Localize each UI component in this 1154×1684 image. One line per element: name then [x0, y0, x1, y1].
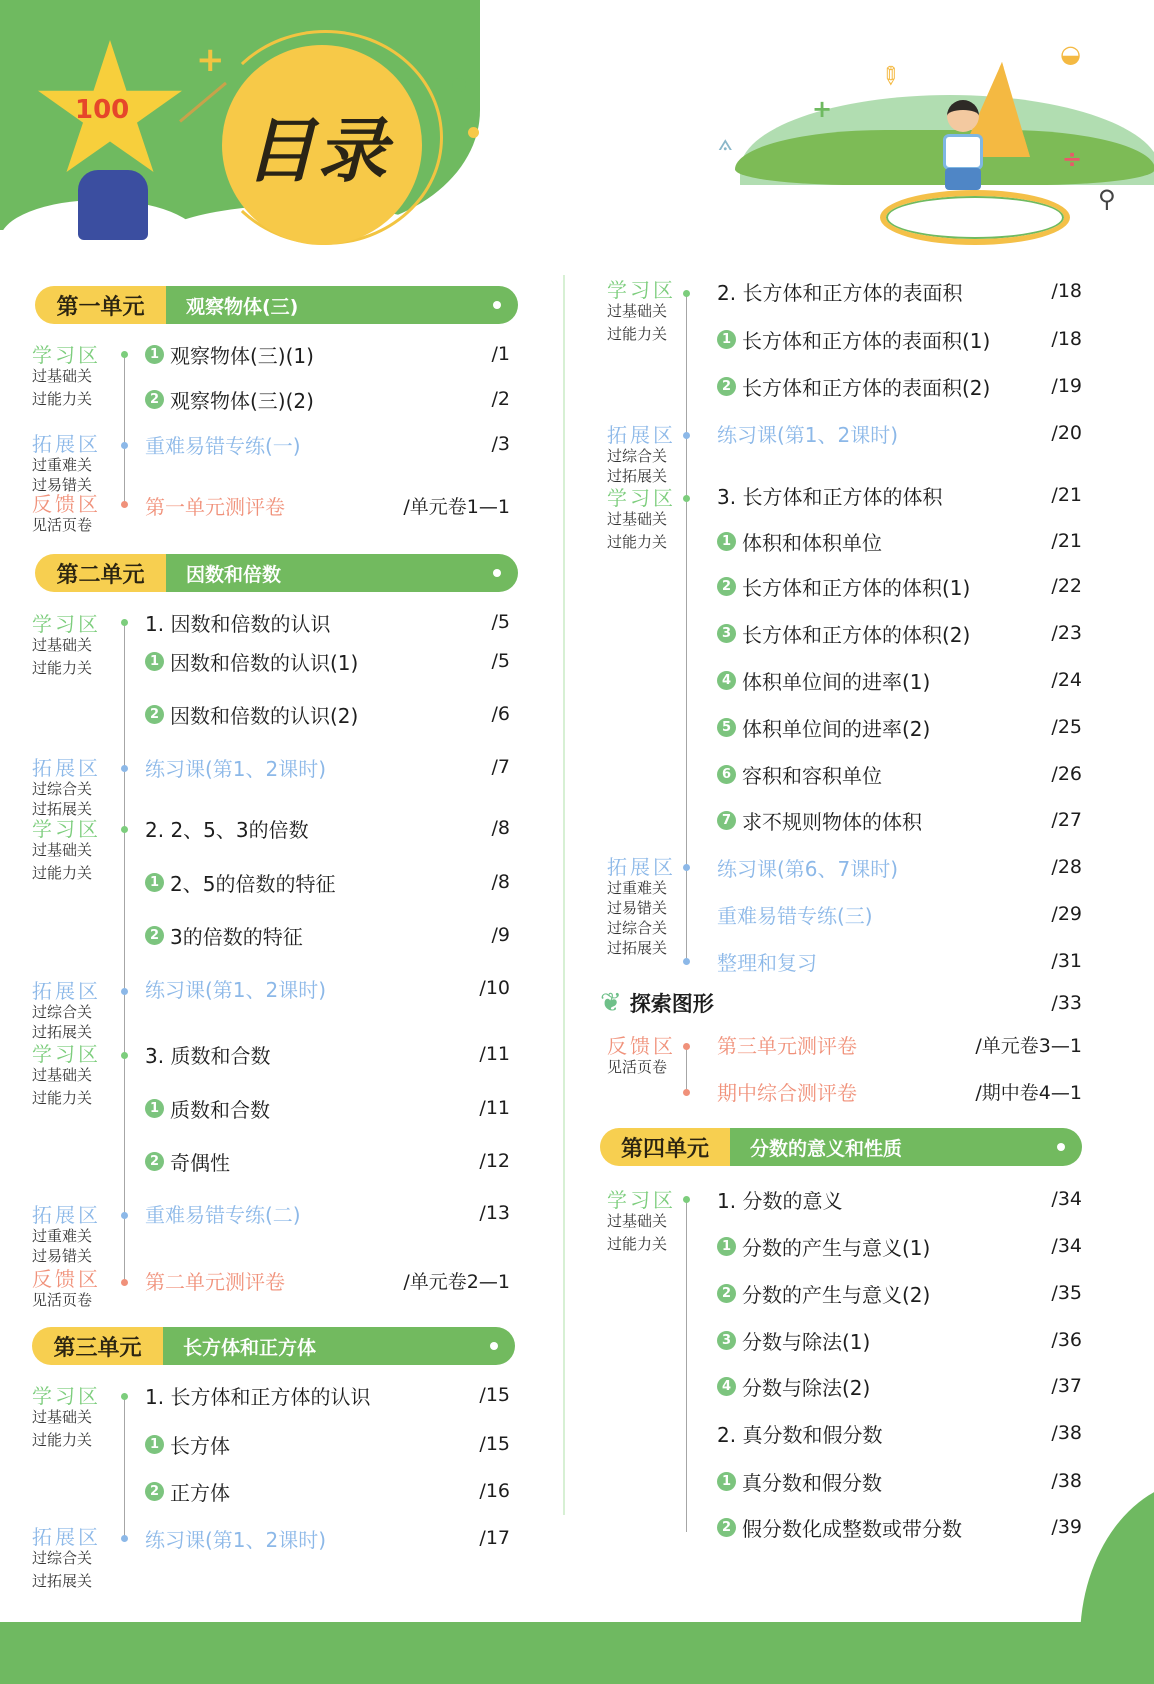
toc-entry[interactable]: 4 分数与除法(2) [717, 1372, 870, 1400]
lesson-number-badge: 2 [717, 1284, 736, 1303]
lesson-number-badge: 1 [717, 330, 736, 349]
page-number: /26 [1051, 763, 1082, 785]
page-number: /34 [1051, 1235, 1082, 1257]
footer-green-band [0, 1622, 1154, 1684]
toc-entry[interactable]: 2 假分数化成整数或带分数 [717, 1513, 962, 1541]
page-number: /27 [1051, 809, 1082, 831]
toc-entry[interactable]: 练习课(第6、7课时) [717, 856, 899, 881]
toc-entry[interactable]: 重难易错专练(一) [145, 433, 301, 458]
zone-study: 学习区 过基础关 过能力关 [607, 486, 676, 551]
timeline-dot [683, 1043, 690, 1050]
timeline-dot [121, 1535, 128, 1542]
lesson-number-badge: 6 [717, 765, 736, 784]
page-number: /5 [491, 611, 510, 633]
toc-entry[interactable]: 2 因数和倍数的认识(2) [145, 700, 358, 728]
dot-decoration [452, 78, 466, 92]
lesson-number-badge: 5 [717, 718, 736, 737]
toc-entry[interactable]: 2 正方体 [145, 1477, 230, 1505]
page-number: /21 [1051, 530, 1082, 552]
page-number: /23 [1051, 622, 1082, 644]
unit-header-1[interactable] [35, 286, 518, 324]
page-number: /21 [1051, 484, 1082, 506]
page-number: /17 [479, 1527, 510, 1549]
pencil-icon: ✎ [873, 58, 908, 94]
sprout-icon: ❦ [600, 988, 622, 1018]
column-divider [563, 275, 565, 1515]
timeline [686, 1047, 687, 1093]
lesson-number-badge: 2 [717, 577, 736, 596]
zone-study: 学习区 过基础关 过能力关 [32, 612, 101, 677]
page-number: /9 [491, 924, 510, 946]
toc-entry[interactable]: 3. 长方体和正方体的体积 [717, 484, 943, 509]
toc-entry[interactable]: 2. 真分数和假分数 [717, 1422, 883, 1447]
page-number: /5 [491, 650, 510, 672]
page-number: /29 [1051, 903, 1082, 925]
unit-title: 观察物体(三) [166, 286, 518, 324]
page-number: /36 [1051, 1329, 1082, 1351]
toc-entry[interactable]: 1 长方体和正方体的表面积(1) [717, 325, 990, 353]
zone-study: 学习区 过基础关 过能力关 [32, 817, 101, 882]
protractor-icon: ◒ [1060, 40, 1081, 68]
toc-entry[interactable]: 1. 因数和倍数的认识 [145, 611, 331, 636]
dot-icon [1057, 1143, 1065, 1151]
toc-entry[interactable]: 1 分数的产生与意义(1) [717, 1232, 930, 1260]
zone-study: 学习区 过基础关 过能力关 [607, 278, 676, 343]
mascot-body [78, 170, 148, 240]
unit-number: 第一单元 [35, 286, 166, 324]
toc-entry[interactable]: 练习课(第1、2课时) [717, 422, 899, 447]
unit-header-4[interactable] [600, 1128, 1082, 1166]
timeline-dot [683, 958, 690, 965]
page-title: 目录 [245, 110, 389, 192]
page-number: /8 [491, 817, 510, 839]
toc-entry[interactable]: 重难易错专练(二) [145, 1202, 301, 1227]
compass-icon: ⟑ [718, 128, 733, 156]
lesson-number-badge: 4 [717, 671, 736, 690]
plus-icon: + [196, 40, 225, 80]
timeline [124, 622, 125, 1282]
timeline [686, 292, 687, 962]
toc-entry[interactable]: 练习课(第1、2课时) [145, 1527, 327, 1552]
zone-extend: 拓展区 过综合关 过拓展关 [32, 979, 101, 1041]
page-number: /24 [1051, 669, 1082, 691]
toc-entry[interactable]: 2. 2、5、3的倍数 [145, 817, 309, 842]
page-number: /38 [1051, 1422, 1082, 1444]
unit-title: 分数的意义和性质 [730, 1128, 1082, 1166]
timeline-dot [121, 1212, 128, 1219]
unit-header-3[interactable] [32, 1327, 515, 1365]
dot-decoration [468, 127, 479, 138]
zone-feedback: 反馈区 见活页卷 [32, 492, 101, 534]
lesson-number-badge: 2 [145, 926, 164, 945]
page-number: /13 [479, 1202, 510, 1224]
toc-entry[interactable]: 1 真分数和假分数 [717, 1467, 882, 1495]
page-number: /16 [479, 1480, 510, 1502]
page-number: /18 [1051, 328, 1082, 350]
toc-entry[interactable]: 3 长方体和正方体的体积(2) [717, 619, 970, 647]
page-number: /8 [491, 871, 510, 893]
dot-icon [493, 569, 501, 577]
magnifier-icon: ⚲ [1098, 185, 1116, 213]
toc-entry[interactable]: 3. 质数和合数 [145, 1043, 271, 1068]
toc-entry[interactable]: 2 分数的产生与意义(2) [717, 1279, 930, 1307]
lesson-number-badge: 3 [717, 624, 736, 643]
toc-entry[interactable]: 2 长方体和正方体的表面积(2) [717, 372, 990, 400]
unit-number: 第二单元 [35, 554, 166, 592]
timeline-dot [121, 442, 128, 449]
lesson-number-badge: 7 [717, 811, 736, 830]
toc-entry[interactable]: 6 容积和容积单位 [717, 760, 882, 788]
page-number: /1 [491, 343, 510, 365]
page-number: /2 [491, 388, 510, 410]
timeline [124, 1396, 125, 1538]
page-number: /38 [1051, 1470, 1082, 1492]
page-number: /33 [1051, 992, 1082, 1014]
timeline-dot [683, 1196, 690, 1203]
lesson-number-badge: 1 [145, 1435, 164, 1454]
page-number: /单元卷2—1 [403, 1270, 510, 1293]
timeline-dot [121, 988, 128, 995]
lesson-number-badge: 2 [145, 1152, 164, 1171]
toc-entry[interactable]: 1 因数和倍数的认识(1) [145, 647, 358, 675]
unit-title: 长方体和正方体 [163, 1327, 515, 1365]
timeline-dot [683, 290, 690, 297]
page-number: /15 [479, 1384, 510, 1406]
toc-entry[interactable]: 2 长方体和正方体的体积(1) [717, 572, 970, 600]
toc-entry[interactable]: 2 3的倍数的特征 [145, 921, 303, 949]
page-number: /25 [1051, 716, 1082, 738]
toc-entry[interactable]: 5 体积单位间的进率(2) [717, 713, 930, 741]
timeline-dot [121, 826, 128, 833]
lesson-number-badge: 4 [717, 1377, 736, 1396]
toc-entry[interactable]: 1 质数和合数 [145, 1094, 270, 1122]
zone-extend: 拓展区 过综合关 过拓展关 [32, 1525, 101, 1590]
page-number: /单元卷3—1 [975, 1034, 1082, 1057]
page-number: /19 [1051, 375, 1082, 397]
lesson-number-badge: 2 [145, 1482, 164, 1501]
toc-entry[interactable]: 2 观察物体(三)(2) [145, 385, 314, 413]
timeline [124, 354, 125, 504]
zone-study: 学习区 过基础关 过能力关 [32, 343, 101, 408]
lesson-number-badge: 1 [717, 1237, 736, 1256]
page-number: /6 [491, 703, 510, 725]
toc-entry[interactable]: 1. 分数的意义 [717, 1188, 843, 1213]
zone-extend: 拓展区 过重难关 过易错关 [32, 432, 101, 494]
timeline-dot [121, 619, 128, 626]
toc-entry[interactable]: 1 观察物体(三)(1) [145, 340, 314, 368]
page-number: /28 [1051, 856, 1082, 878]
page-number: /10 [479, 977, 510, 999]
toc-entry[interactable]: 第三单元测评卷 [717, 1033, 857, 1058]
toc-entry[interactable]: 3 分数与除法(1) [717, 1326, 870, 1354]
toc-entry[interactable]: 1 长方体 [145, 1430, 230, 1458]
timeline-dot [121, 351, 128, 358]
zone-extend: 拓展区 过重难关 过易错关 [32, 1203, 101, 1265]
page-number: /22 [1051, 575, 1082, 597]
timeline-dot [121, 1279, 128, 1286]
toc-entry[interactable]: 2. 长方体和正方体的表面积 [717, 280, 963, 305]
unit-title: 因数和倍数 [166, 554, 518, 592]
timeline-dot [683, 1089, 690, 1096]
timeline-dot [683, 495, 690, 502]
toc-entry[interactable]: 第一单元测评卷 [145, 494, 285, 519]
toc-entry[interactable]: 1. 长方体和正方体的认识 [145, 1384, 371, 1409]
lesson-number-badge: 1 [145, 873, 164, 892]
lesson-number-badge: 1 [145, 1099, 164, 1118]
page-number: /3 [491, 433, 510, 455]
zone-study: 学习区 过基础关 过能力关 [32, 1042, 101, 1107]
page-number: /20 [1051, 422, 1082, 444]
lesson-number-badge: 1 [717, 1472, 736, 1491]
lesson-number-badge: 3 [717, 1331, 736, 1350]
toc-entry[interactable]: 练习课(第1、2课时) [145, 977, 327, 1002]
toc-entry[interactable]: 期中综合测评卷 [717, 1080, 857, 1105]
unit-number: 第三单元 [32, 1327, 163, 1365]
page-number: /11 [479, 1043, 510, 1065]
timeline-dot [683, 432, 690, 439]
lesson-number-badge: 2 [717, 1518, 736, 1537]
lesson-number-badge: 2 [717, 377, 736, 396]
page-number: /39 [1051, 1516, 1082, 1538]
page-number: /11 [479, 1097, 510, 1119]
page-number: /31 [1051, 950, 1082, 972]
mascot-badge: 100 [75, 95, 130, 125]
page-number: /37 [1051, 1375, 1082, 1397]
toc-entry[interactable]: 1 体积和体积单位 [717, 527, 882, 555]
timeline-dot [121, 1052, 128, 1059]
toc-entry[interactable]: 整理和复习 [717, 950, 817, 975]
lesson-number-badge: 2 [145, 390, 164, 409]
zone-study: 学习区 过基础关 过能力关 [607, 1188, 676, 1253]
dot-icon [490, 1342, 498, 1350]
zone-extend: 拓展区 过重难关 过易错关 过综合关 过拓展关 [607, 855, 676, 957]
lesson-number-badge: 1 [145, 345, 164, 364]
lesson-number-badge: 1 [717, 532, 736, 551]
page-number: /12 [479, 1150, 510, 1172]
page-number: /18 [1051, 280, 1082, 302]
toc-entry[interactable]: 7 求不规则物体的体积 [717, 806, 922, 834]
toc-entry[interactable]: 第二单元测评卷 [145, 1269, 285, 1294]
zone-feedback: 反馈区 见活页卷 [32, 1267, 101, 1309]
timeline-dot [683, 864, 690, 871]
timeline [686, 1200, 687, 1532]
timeline-dot [121, 501, 128, 508]
page-number: /单元卷1—1 [403, 495, 510, 518]
page-number: /7 [491, 756, 510, 778]
toc-entry[interactable]: 练习课(第1、2课时) [145, 756, 327, 781]
timeline-dot [121, 1393, 128, 1400]
zone-feedback: 反馈区 见活页卷 [607, 1034, 676, 1076]
page-number: /35 [1051, 1282, 1082, 1304]
lesson-number-badge: 1 [145, 652, 164, 671]
zone-extend: 拓展区 过综合关 过拓展关 [607, 423, 676, 485]
toc-entry[interactable]: 2 奇偶性 [145, 1147, 230, 1175]
dot-icon [493, 301, 501, 309]
zone-study: 学习区 过基础关 过能力关 [32, 1384, 101, 1449]
page-number: /15 [479, 1433, 510, 1455]
lesson-number-badge: 2 [145, 705, 164, 724]
plus-icon: + [812, 95, 833, 123]
toc-entry-explore[interactable]: ❦ 探索图形 [600, 988, 714, 1018]
running-boy-illustration [935, 100, 995, 210]
timeline-dot [121, 765, 128, 772]
toc-entry[interactable]: 重难易错专练(三) [717, 903, 873, 928]
zone-extend: 拓展区 过综合关 过拓展关 [32, 756, 101, 818]
divide-icon: ÷ [1062, 145, 1083, 173]
page-number: /34 [1051, 1188, 1082, 1210]
page-number: /期中卷4—1 [975, 1081, 1082, 1104]
toc-entry[interactable]: 1 2、5的倍数的特征 [145, 868, 335, 896]
unit-header-2[interactable] [35, 554, 518, 592]
toc-entry[interactable]: 4 体积单位间的进率(1) [717, 666, 930, 694]
unit-number: 第四单元 [600, 1128, 730, 1166]
